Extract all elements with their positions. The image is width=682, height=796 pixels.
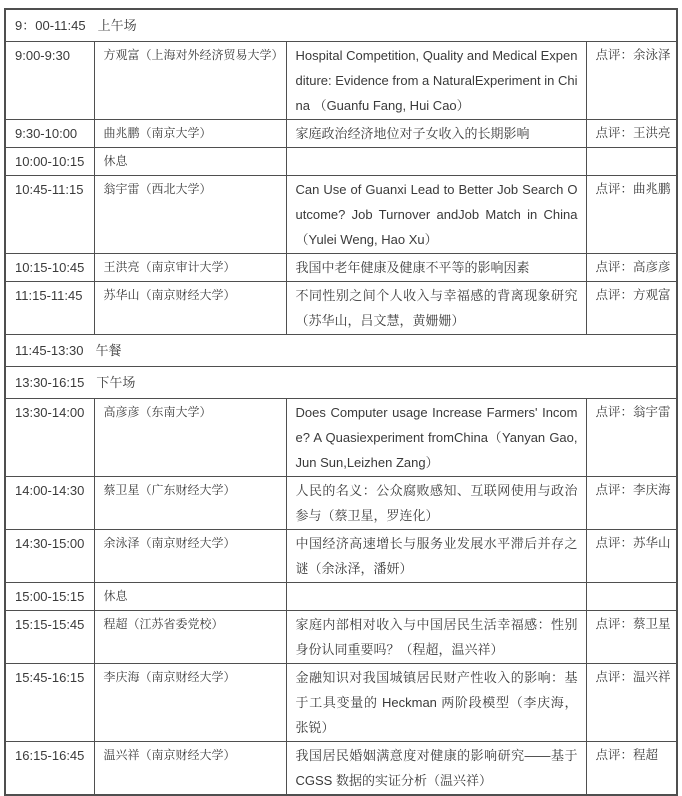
paper-title-cell: 家庭政治经济地位对子女收入的长期影响 bbox=[286, 120, 586, 148]
reviewer-cell: 点评：余泳泽 bbox=[586, 42, 677, 120]
section-row bbox=[5, 335, 677, 367]
section-label: 上午场 bbox=[97, 18, 137, 33]
section-time: 11:45-13:30 bbox=[15, 343, 84, 358]
session-row bbox=[5, 742, 677, 796]
speaker-cell: 曲兆鹏（南京大学） bbox=[94, 120, 286, 148]
paper-title-cell: 我国中老年健康及健康不平等的影响因素 bbox=[286, 254, 586, 282]
speaker-cell: 休息 bbox=[94, 148, 286, 176]
speaker-cell: 蔡卫星（广东财经大学） bbox=[94, 477, 286, 530]
paper-title-cell: 金融知识对我国城镇居民财产性收入的影响：基于工具变量的 Heckman 两阶段模型（李庆海，张锐） bbox=[286, 664, 586, 742]
section-time: 13:30-16:15 bbox=[15, 375, 85, 390]
section-time: 9：00-11:45 bbox=[15, 18, 86, 33]
section-row bbox=[5, 367, 677, 399]
section-cell bbox=[5, 367, 677, 399]
time-cell: 9:30-10:00 bbox=[5, 120, 94, 148]
reviewer-cell: 点评：高彦彦 bbox=[586, 254, 677, 282]
session-row bbox=[5, 399, 677, 477]
time-cell: 10:45-11:15 bbox=[5, 176, 94, 254]
paper-title-cell: 不同性别之间个人收入与幸福感的背离现象研究（苏华山，吕文慧，黄姗姗） bbox=[286, 282, 586, 335]
speaker-cell: 苏华山（南京财经大学） bbox=[94, 282, 286, 335]
time-cell: 15:45-16:15 bbox=[5, 664, 94, 742]
session-row bbox=[5, 664, 677, 742]
time-cell: 11:15-11:45 bbox=[5, 282, 94, 335]
section-label: 下午场 bbox=[96, 375, 136, 390]
reviewer-cell: 点评：王洪亮 bbox=[586, 120, 677, 148]
paper-title-cell bbox=[286, 583, 586, 611]
section-label: 午餐 bbox=[95, 343, 122, 358]
session-row bbox=[5, 611, 677, 664]
paper-title-cell: 我国居民婚姻满意度对健康的影响研究——基于 CGSS 数据的实证分析（温兴祥） bbox=[286, 742, 586, 796]
section-cell bbox=[5, 335, 677, 367]
time-cell: 16:15-16:45 bbox=[5, 742, 94, 796]
speaker-cell: 李庆海（南京财经大学） bbox=[94, 664, 286, 742]
paper-title-cell: 家庭内部相对收入与中国居民生活幸福感：性别身份认同重要吗？（程超，温兴祥） bbox=[286, 611, 586, 664]
reviewer-cell: 点评：李庆海 bbox=[586, 477, 677, 530]
break-row bbox=[5, 583, 677, 611]
reviewer-cell: 点评：程超 bbox=[586, 742, 677, 796]
session-row bbox=[5, 254, 677, 282]
reviewer-cell bbox=[586, 583, 677, 611]
paper-title-cell: 人民的名义：公众腐败感知、互联网使用与政治参与（蔡卫星，罗连化） bbox=[286, 477, 586, 530]
session-row bbox=[5, 176, 677, 254]
time-cell: 10:15-10:45 bbox=[5, 254, 94, 282]
speaker-cell: 王洪亮（南京审计大学） bbox=[94, 254, 286, 282]
speaker-cell: 温兴祥（南京财经大学） bbox=[94, 742, 286, 796]
reviewer-cell: 点评：苏华山 bbox=[586, 530, 677, 583]
time-cell: 14:00-14:30 bbox=[5, 477, 94, 530]
section-row bbox=[5, 9, 677, 42]
speaker-cell: 余泳泽（南京财经大学） bbox=[94, 530, 286, 583]
speaker-cell: 高彦彦（东南大学） bbox=[94, 399, 286, 477]
time-cell: 15:00-15:15 bbox=[5, 583, 94, 611]
time-cell: 13:30-14:00 bbox=[5, 399, 94, 477]
reviewer-cell: 点评：蔡卫星 bbox=[586, 611, 677, 664]
session-row bbox=[5, 282, 677, 335]
paper-title-cell: Can Use of Guanxi Lead to Better Job Search Outcome? Job Turnover andJob Match in China （Yulei Weng, Hao Xu） bbox=[286, 176, 586, 254]
session-row bbox=[5, 120, 677, 148]
break-row bbox=[5, 148, 677, 176]
speaker-cell: 翁宇雷（西北大学） bbox=[94, 176, 286, 254]
reviewer-cell: 点评：温兴祥 bbox=[586, 664, 677, 742]
time-cell: 15:15-15:45 bbox=[5, 611, 94, 664]
paper-title-cell: Does Computer usage Increase Farmers' Income? A Quasiexperiment fromChina（Yanyan Gao, Jun Sun,Leizhen Zang） bbox=[286, 399, 586, 477]
speaker-cell: 休息 bbox=[94, 583, 286, 611]
session-row bbox=[5, 477, 677, 530]
reviewer-cell: 点评：方观富 bbox=[586, 282, 677, 335]
time-cell: 14:30-15:00 bbox=[5, 530, 94, 583]
conference-schedule-table bbox=[4, 8, 678, 796]
speaker-cell: 程超（江苏省委党校） bbox=[94, 611, 286, 664]
schedule-body bbox=[5, 9, 677, 795]
reviewer-cell: 点评：曲兆鹏 bbox=[586, 176, 677, 254]
reviewer-cell bbox=[586, 148, 677, 176]
time-cell: 10:00-10:15 bbox=[5, 148, 94, 176]
paper-title-cell bbox=[286, 148, 586, 176]
time-cell: 9:00-9:30 bbox=[5, 42, 94, 120]
session-row bbox=[5, 530, 677, 583]
section-cell bbox=[5, 9, 677, 42]
session-row bbox=[5, 42, 677, 120]
reviewer-cell: 点评：翁宇雷 bbox=[586, 399, 677, 477]
paper-title-cell: Hospital Competition, Quality and Medical Expenditure: Evidence from a NaturalExperiment in China （Guanfu Fang, Hui Cao） bbox=[286, 42, 586, 120]
paper-title-cell: 中国经济高速增长与服务业发展水平滞后并存之谜（余泳泽，潘妍） bbox=[286, 530, 586, 583]
speaker-cell: 方观富（上海对外经济贸易大学） bbox=[94, 42, 286, 120]
